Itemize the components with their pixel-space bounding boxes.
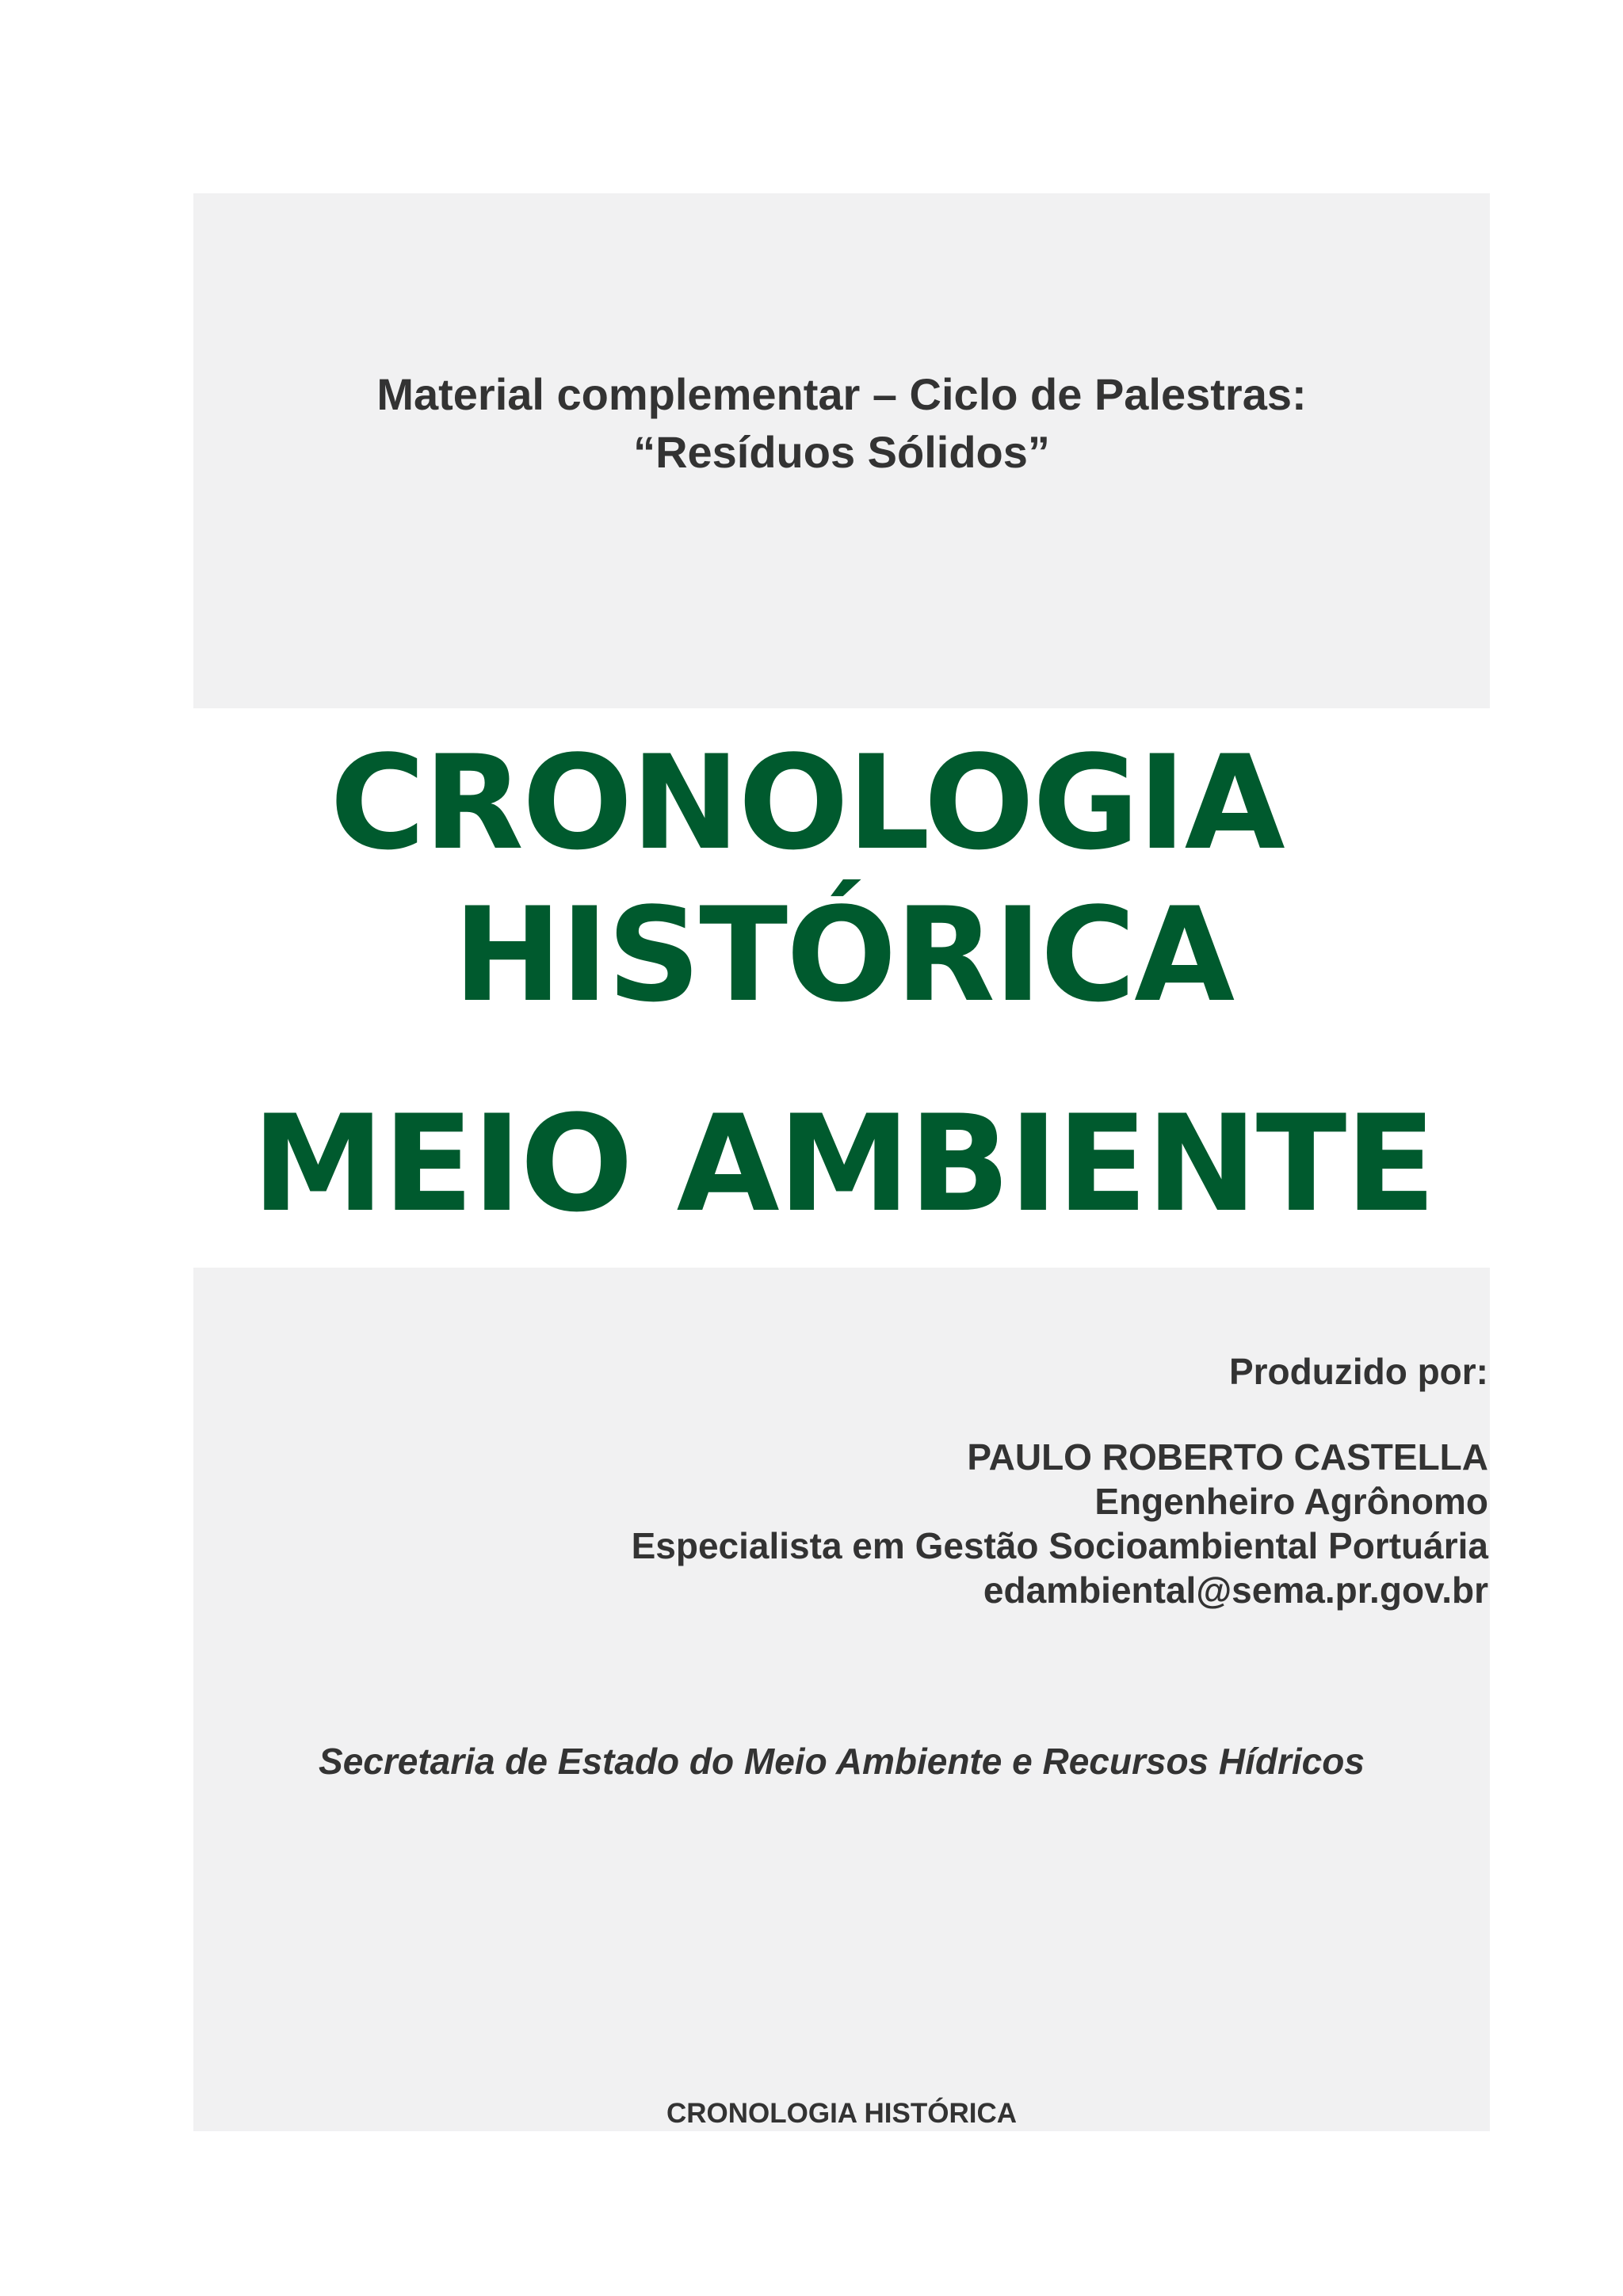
author-email: edambiental@sema.pr.gov.br — [983, 1569, 1488, 1611]
produced-by-label: Produzido por: — [1228, 1351, 1488, 1392]
subtitle-line-1: Material complementar – Ciclo de Palestras: — [376, 369, 1307, 419]
subtitle-line-2: “Resíduos Sólidos” — [633, 427, 1050, 477]
secretariat-name: Secretaria de Estado do Meio Ambiente e Recursos Hídricos — [319, 1741, 1365, 1782]
credits-panel — [193, 1268, 1490, 2131]
title-line-2: HISTÓRICA — [453, 879, 1234, 1031]
author-name: PAULO ROBERTO CASTELLA — [967, 1436, 1488, 1478]
author-role: Engenheiro Agrônomo — [1094, 1481, 1488, 1522]
author-specialty: Especialista em Gestão Socioambiental Portuária — [631, 1525, 1488, 1566]
title-line-1: CRONOLOGIA — [330, 727, 1284, 879]
title-line-3: MEIO AMBIENTE — [251, 1086, 1435, 1241]
footer-title: CRONOLOGIA HISTÓRICA — [666, 2098, 1018, 2129]
